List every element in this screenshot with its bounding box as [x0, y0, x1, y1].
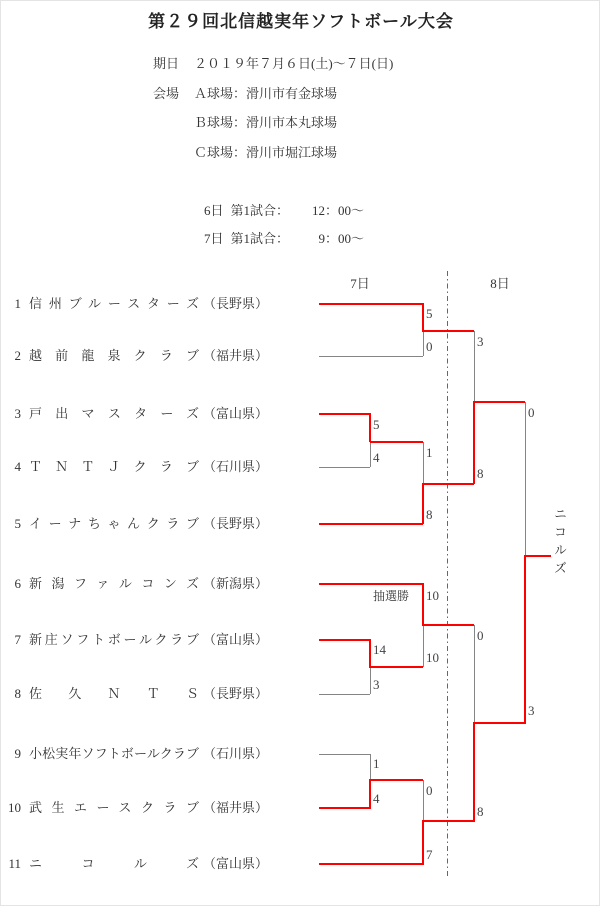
- bracket-day-8-label: 8日: [490, 276, 510, 291]
- bracket-line: [422, 820, 424, 865]
- bracket-line: [423, 624, 474, 626]
- team-name: 小松実年ソフトボールクラブ: [29, 746, 199, 761]
- bracket-line: [422, 583, 424, 626]
- team-prefecture: （福井県）: [203, 348, 269, 363]
- match-score: 3: [373, 677, 380, 692]
- bracket-line: [319, 807, 370, 809]
- team-prefecture: （長野県）: [203, 686, 269, 701]
- team-prefecture: （石川県）: [203, 459, 269, 474]
- lottery-win-note: 抽選勝: [373, 589, 410, 603]
- bracket-line: [369, 639, 371, 668]
- bracket-line: [473, 722, 475, 822]
- venue-b: Ｂ球場：滑川市本丸球場: [194, 115, 338, 131]
- seed-number: 10: [8, 800, 21, 815]
- venue-c: Ｃ球場：滑川市堀江球場: [194, 144, 338, 160]
- bracket-line: [423, 442, 424, 484]
- match-score: 7: [426, 847, 433, 862]
- match-score: 5: [426, 306, 433, 321]
- bracket-line: [423, 483, 474, 485]
- team-prefecture: （富山県）: [203, 856, 269, 871]
- bracket-line: [370, 442, 371, 467]
- team-prefecture: （富山県）: [203, 632, 269, 647]
- match-score: 4: [373, 450, 380, 465]
- team-name: ＴＮＴＪクラブ: [29, 459, 199, 474]
- match-score: 10: [426, 650, 439, 665]
- team-row: [4, 854, 268, 874]
- bracket-line: [474, 625, 475, 723]
- champion-label: ニコルズ: [552, 507, 567, 579]
- schedule-day: 7日: [204, 231, 224, 247]
- bracket-line: [422, 483, 424, 524]
- seed-number: 4: [14, 459, 21, 474]
- bracket-day-7-label: 7日: [350, 276, 370, 291]
- venue-a: Ａ球場：滑川市有金球場: [194, 85, 338, 101]
- seed-number: 7: [14, 632, 21, 647]
- schedule-label: 第1試合：: [230, 231, 290, 247]
- match-score: 0: [528, 405, 535, 420]
- team-row: [4, 798, 268, 818]
- date-value: ２０１９年７月６日(土)～７日(日): [194, 56, 394, 72]
- team-row: [4, 684, 268, 704]
- team-name: 武生エースクラブ: [29, 800, 199, 815]
- team-row: [4, 630, 268, 650]
- bracket-line: [423, 780, 424, 821]
- team-prefecture: （福井県）: [203, 800, 269, 815]
- day-divider-line: [447, 271, 448, 879]
- page-title: 第２９回北信越実年ソフトボール大会: [148, 12, 454, 31]
- match-score: 3: [477, 334, 484, 349]
- bracket-line: [423, 331, 424, 356]
- schedule-time: 12：00～: [312, 202, 365, 218]
- match-score: 14: [373, 642, 386, 657]
- seed-number: 5: [14, 516, 21, 531]
- team-name: ニコルズ: [29, 856, 199, 871]
- team-prefecture: （石川県）: [203, 746, 269, 761]
- team-row: [4, 457, 268, 477]
- match-score: 4: [373, 791, 380, 806]
- team-row: [4, 346, 268, 366]
- match-score: 1: [373, 756, 380, 771]
- team-row: [4, 404, 268, 424]
- bracket-line: [423, 330, 474, 332]
- team-row: [4, 574, 268, 594]
- bracket-line: [474, 722, 525, 724]
- team-row: [4, 514, 268, 534]
- bracket-line: [473, 401, 475, 484]
- team-row: [4, 294, 268, 314]
- bracket-line: [319, 863, 423, 865]
- bracket-line: [422, 303, 424, 332]
- match-score: 1: [426, 445, 433, 460]
- match-score: 8: [477, 804, 484, 819]
- match-score: 5: [373, 417, 380, 432]
- team-prefecture: （新潟県）: [203, 576, 269, 591]
- bracket-line: [370, 441, 423, 443]
- match-score: 0: [426, 783, 433, 798]
- match-score: 3: [528, 703, 535, 718]
- bracket-line: [423, 625, 424, 667]
- seed-number: 9: [14, 746, 21, 761]
- bracket-line: [370, 667, 371, 694]
- bracket-line: [370, 779, 423, 781]
- seed-number: 1: [14, 296, 21, 311]
- bracket-line: [369, 779, 371, 809]
- bracket-line: [369, 413, 371, 442]
- bracket-line: [319, 356, 423, 357]
- bracket-line: [474, 331, 475, 402]
- bracket-line: [319, 754, 370, 755]
- team-name: 戸出マスターズ: [29, 406, 199, 421]
- bracket-line: [474, 401, 525, 403]
- seed-number: 8: [14, 686, 21, 701]
- team-name: イーナちゃんクラブ: [29, 516, 199, 531]
- bracket-line: [319, 583, 423, 585]
- team-name: 新潟ファルコンズ: [29, 576, 199, 591]
- team-name: 越前龍泉クラブ: [29, 348, 199, 363]
- bracket-line: [370, 666, 423, 668]
- schedule-label: 第1試合：: [230, 202, 290, 218]
- team-row: [4, 744, 268, 764]
- schedule-time: 9：00～: [318, 231, 365, 247]
- match-score: 10: [426, 588, 439, 603]
- venue-label: 会場: [153, 85, 180, 101]
- seed-number: 6: [14, 576, 21, 591]
- bracket-line: [370, 754, 371, 780]
- seed-number: 3: [14, 406, 21, 421]
- team-name: 新庄ソフトボールクラブ: [29, 632, 199, 647]
- team-prefecture: （長野県）: [203, 296, 269, 311]
- team-name: 信州ブルースターズ: [29, 296, 199, 311]
- seed-number: 2: [14, 348, 21, 363]
- match-score: 8: [426, 507, 433, 522]
- bracket-line: [319, 467, 370, 468]
- seed-number: 11: [8, 856, 21, 871]
- bracket-line: [525, 555, 551, 557]
- bracket-line: [319, 639, 370, 641]
- team-prefecture: （富山県）: [203, 406, 269, 421]
- bracket: [1, 1, 600, 906]
- schedule-day: 6日: [204, 202, 224, 218]
- match-score: 0: [477, 628, 484, 643]
- date-label: 期日: [153, 56, 180, 72]
- match-score: 0: [426, 339, 433, 354]
- bracket-line: [423, 820, 474, 822]
- bracket-line: [319, 694, 370, 695]
- bracket-line: [525, 402, 526, 556]
- team-prefecture: （長野県）: [203, 516, 269, 531]
- bracket-line: [319, 303, 423, 305]
- bracket-line: [524, 555, 526, 724]
- bracket-line: [319, 413, 370, 415]
- bracket-line: [319, 523, 423, 525]
- team-name: 佐久ＮＴＳ: [29, 686, 199, 701]
- match-score: 8: [477, 466, 484, 481]
